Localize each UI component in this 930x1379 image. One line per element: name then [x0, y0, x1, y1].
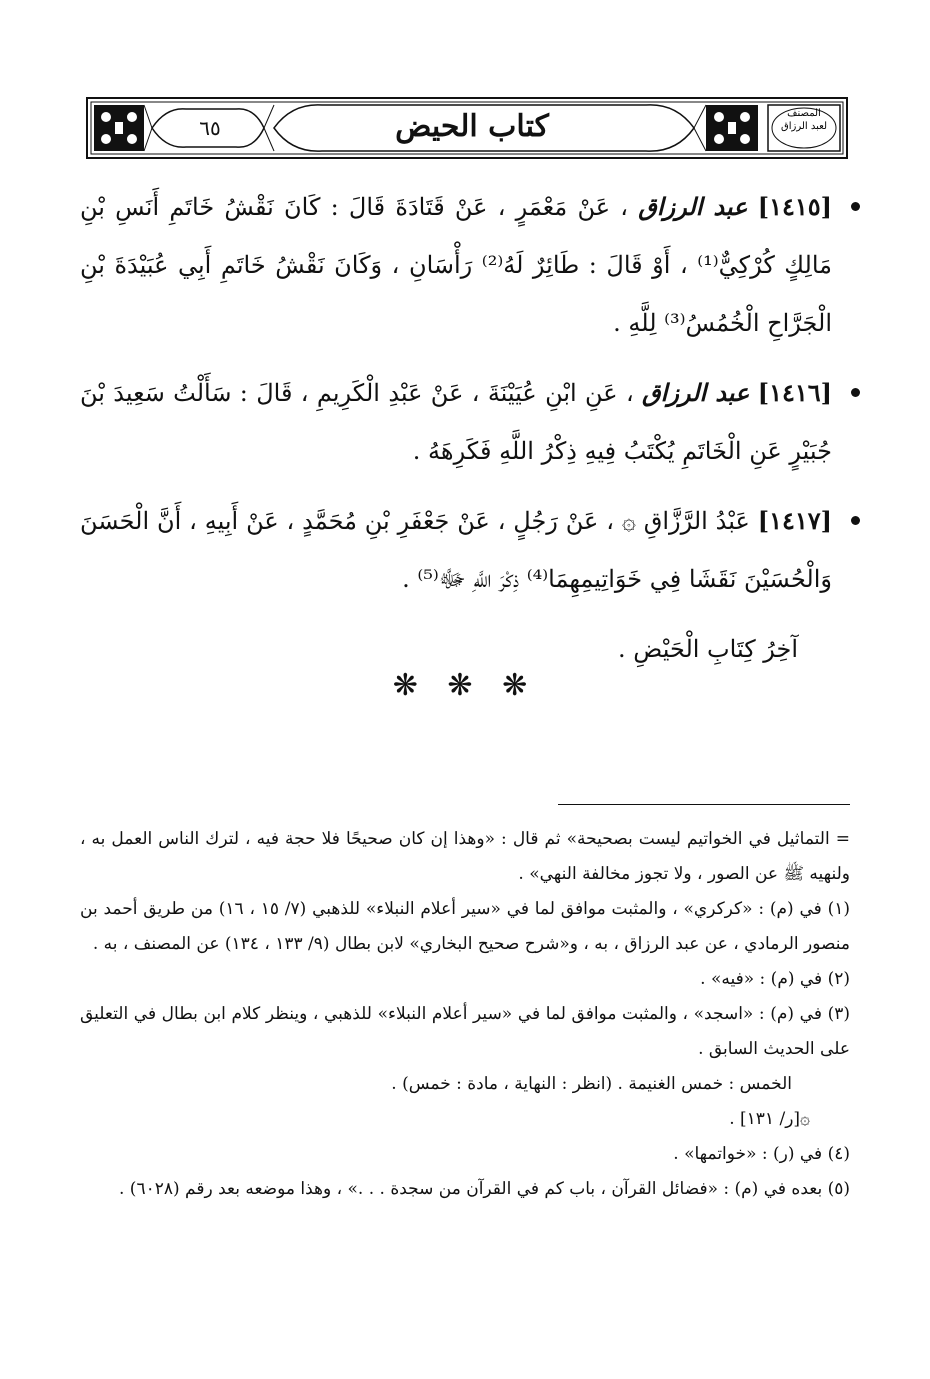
footnote-3: (٣) في (م) : «اسجد» ، والمثبت موافق لما في «سير أعلام النبلاء» للذهبي ، وينظر كلام ابن بطال في التعليق على الحديث السابق .	[80, 1004, 850, 1059]
hadith-narrator: عَبْدُ الرَّزَّاقِ ۞	[621, 507, 750, 535]
hadith-narrator: عبد الرزاق	[638, 192, 748, 221]
hadith-number: [١٤١٦]	[757, 378, 832, 407]
hadith-number: [١٤١٥]	[757, 192, 832, 221]
footnote-ref: ۞[ر/ ١٣١] .	[729, 1109, 810, 1129]
hadith-narrator: عبد الرزاق	[642, 378, 750, 407]
page-number: ٦٥	[199, 116, 221, 140]
hadith-1417	[80, 492, 860, 608]
hadith-1415	[80, 178, 860, 352]
hadith-text: ، عَنِ ابْنِ عُيَيْنَةَ ، عَنْ عَبْدِ الْكَرِيمِ ، قَالَ : سَأَلْتُ سَعِيدَ بْنَ جُبَيْرٍ عَنِ الْخَاتَمِ يُكْتَبُ فِيهِ ذِكْرُ اللَّهِ فَكَرِهَهُ .	[80, 379, 832, 465]
hadith-text: ، عَنْ رَجُلٍ ، عَنْ جَعْفَرِ بْنِ مُحَمَّدٍ ، عَنْ أَبِيهِ ، أَنَّ الْحَسَنَ وَالْحُسَيْنَ نَقَشَا فِي خَوَاتِيمِهِمَا⁽⁴⁾ ذِكْرَ اللَّهِ ﷻ⁽⁵⁾ .	[80, 507, 832, 593]
page-header	[86, 97, 848, 159]
hadith-text: ، عَنْ مَعْمَرٍ ، عَنْ قَتَادَةَ قَالَ : كَانَ نَقْشُ خَاتَمِ أَنَسِ بْنِ مَالِكٍ كُرْكِيٌّ⁽¹⁾ ، أَوْ قَالَ : طَائِرٌ لَهُ⁽²⁾ رَأْسَانِ ، وَكَانَ نَقْشُ خَاتَمِ أَبِي عُبَيْدَةَ بْنِ الْجَرَّاحِ الْخُمُسُ⁽³⁾ لِلَّهِ .	[80, 193, 832, 337]
footnote-4: (٤) في (ر) : «خواتمها» .	[673, 1144, 850, 1164]
section-separator: ❋ ❋ ❋	[392, 668, 538, 703]
footnote-gloss: الخمس : خمس الغنيمة . (انظر : النهاية ، مادة : خمس) .	[391, 1074, 792, 1094]
footnote-5: (٥) بعده في (م) : «فضائل القرآن ، باب كم في القرآن من سجدة . . .» ، وهذا موضعه بعد رقم (٦٠٢٨) .	[119, 1179, 850, 1199]
closing-line: آخِرُ كِتَابِ الْحَيْضِ .	[618, 635, 798, 663]
footnotes	[80, 822, 850, 1207]
bullet-icon	[851, 388, 860, 397]
main-text	[80, 178, 860, 702]
footnote-rule	[558, 804, 850, 805]
book-logo	[772, 107, 836, 149]
logo-line-2: لعبد الرزاق	[780, 121, 828, 132]
footnote-continuation: = التماثيل في الخواتيم ليست بصحيحة» ثم قال : «وهذا إن كان صحيحًا فلا حجة فيه ، لترك الناس العمل به ، ولنهيه ﷺ عن الصور ، ولا تجوز مخالفة النهي» .	[80, 829, 850, 884]
footnote-2: (٢) في (م) : «فيه» .	[700, 969, 850, 989]
footnote-1: (١) في (م) : «كركري» ، والمثبت موافق لما في «سير أعلام النبلاء» للذهبي (٧/ ١٥ ، ١٦) من طريق أحمد بن منصور الرمادي ، عن عبد الرزاق ، به ، و«شرح صحيح البخاري» لابن بطال (٩/ ١٣٣ ، ١٣٤) عن المصنف ، به .	[80, 899, 850, 954]
hadith-1416	[80, 364, 860, 480]
logo-line-1: المصنف	[787, 108, 821, 119]
bullet-icon	[851, 202, 860, 211]
header-title: كتاب الحيض	[395, 109, 549, 144]
hadith-number: [١٤١٧]	[757, 506, 832, 535]
bullet-icon	[851, 516, 860, 525]
